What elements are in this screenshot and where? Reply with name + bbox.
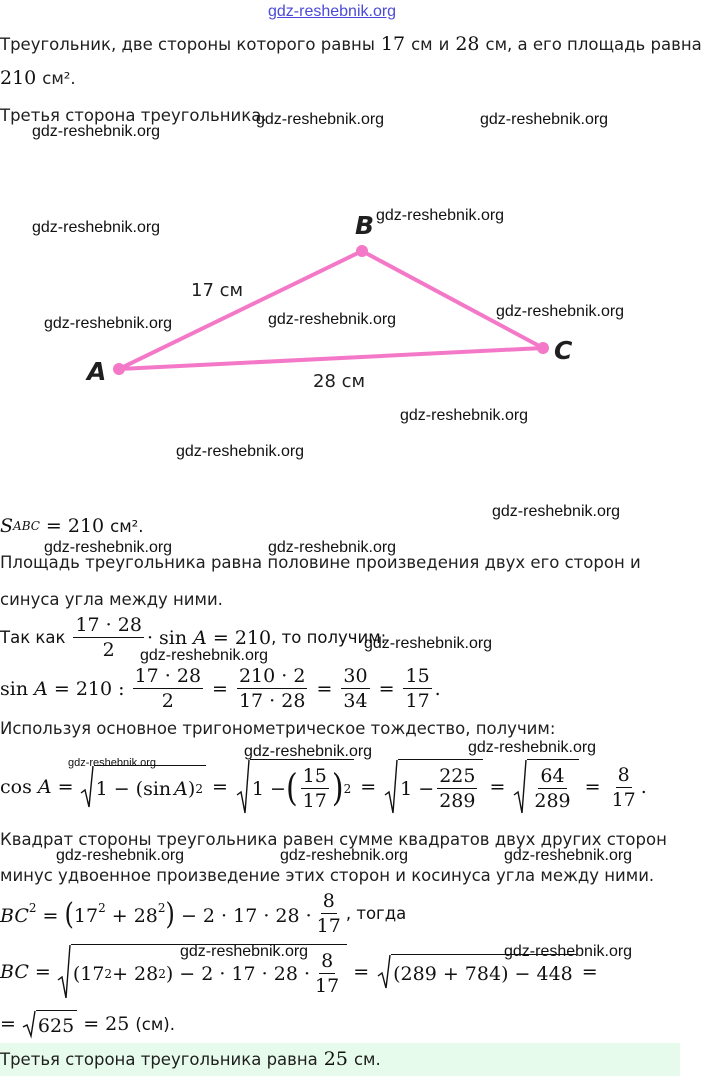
watermark: gdz-reshebnik.org bbox=[44, 539, 173, 556]
watermark: gdz-reshebnik.org bbox=[32, 123, 161, 140]
watermark: gdz-reshebnik.org bbox=[400, 407, 529, 424]
side-ab-label: 17 см bbox=[191, 280, 244, 301]
then-get-text: , то получим: bbox=[271, 628, 387, 647]
frac-b: $\frac{210 \cdot 2}{17 \cdot 28}$ bbox=[238, 665, 306, 712]
bc-squared-equation: $BC^2 = (17^2 + 28^2) - 2 \cdot 17 \cdot 28$ · $\frac{8}{17}$ , тогда bbox=[0, 890, 407, 937]
problem-line-2 bbox=[0, 67, 76, 89]
sin-equation: sin A = 210 : $\frac{17 \cdot 28}{2}$ = $\frac{210 \cdot 2}{17 \cdot 28}$ = $\frac{30}{34}$ = $\frac{15}{17}$ . bbox=[0, 665, 441, 712]
side-ac bbox=[119, 348, 543, 369]
area-subscript: ABC bbox=[13, 519, 40, 533]
side1-value: 17 bbox=[380, 33, 406, 55]
then-text: , тогда bbox=[345, 904, 407, 923]
watermark: gdz-reshebnik.org bbox=[504, 847, 633, 864]
vertex-c-label: C bbox=[554, 336, 573, 365]
rule1-line1: Площадь треугольника равна половине произведения двух его сторон и bbox=[0, 553, 641, 572]
point-a bbox=[113, 363, 125, 375]
since-equation: Так как $\frac{17 \cdot 28}{2}$ · sin A = 210 , то получим: bbox=[0, 614, 387, 661]
watermark: gdz-reshebnik.org bbox=[32, 219, 161, 236]
problem-line-1 bbox=[0, 33, 702, 55]
watermark: gdz-reshebnik.org bbox=[504, 943, 633, 960]
frac-d: $\frac{15}{17}$ bbox=[405, 665, 430, 712]
watermark: gdz-reshebnik.org bbox=[44, 315, 173, 332]
rule2-line1: Квадрат стороны треугольника равен сумме квадратов двух других сторон bbox=[0, 830, 667, 849]
watermark: gdz-reshebnik.org bbox=[244, 743, 373, 760]
since-word: Так как bbox=[0, 628, 66, 647]
watermark: gdz-reshebnik.org bbox=[480, 111, 609, 128]
sqrt-625: 625 bbox=[22, 1010, 77, 1038]
side-bc bbox=[362, 251, 543, 348]
question-text: Третья сторона треугольника. bbox=[0, 106, 267, 125]
watermark: gdz-reshebnik.org bbox=[68, 757, 157, 769]
problem-text: Треугольник, две стороны которого равны bbox=[0, 35, 375, 54]
side2-value: 28 bbox=[455, 33, 480, 55]
sqrt-bc-2: (289 + 784) − 448 bbox=[377, 954, 576, 990]
area-equals: = 210 bbox=[45, 515, 105, 537]
cos-equation: cos A = 1 − (sin A ) 2 = 1 − ( $\frac{15}{17}$ ) 2 = 1 − $\frac{225}{289}$ = $\frac{64}{289}$ = $\frac{8}{17}$ . bbox=[0, 759, 647, 815]
answer-unit: см. bbox=[353, 1050, 381, 1069]
frac-cos-result: $\frac{8}{17}$ bbox=[611, 763, 636, 811]
answer-prefix: Третья сторона треугольника равна bbox=[0, 1050, 318, 1069]
frac-c: $\frac{30}{34}$ bbox=[343, 665, 368, 712]
point-b bbox=[356, 245, 368, 257]
area-symbol: S bbox=[0, 515, 14, 537]
unit-cm: см bbox=[411, 35, 433, 54]
side-ac-label: 28 см bbox=[313, 371, 366, 392]
watermark: gdz-reshebnik.org bbox=[268, 539, 397, 556]
sqrt-bc-1: (17 2 + 28 2 ) − 2 · 17 · 28 · $\frac{8}{17}$ bbox=[57, 944, 347, 1000]
vertex-b-label: B bbox=[355, 211, 375, 240]
watermark: gdz-reshebnik.org bbox=[468, 739, 597, 756]
watermark: gdz-reshebnik.org bbox=[376, 207, 505, 224]
watermark: gdz-reshebnik.org bbox=[268, 311, 397, 328]
watermark: gdz-reshebnik.org bbox=[140, 647, 269, 664]
sqrt-4: $\frac{64}{289}$ bbox=[513, 759, 578, 815]
watermark: gdz-reshebnik.org bbox=[176, 443, 305, 460]
area-unit: см². bbox=[42, 69, 76, 88]
side-ab bbox=[119, 251, 362, 369]
rule2-line2: минус удвоенное произведение этих сторон и косинуса угла между ними. bbox=[0, 866, 655, 885]
point-c bbox=[537, 342, 549, 354]
identity-text: Используя основное тригонометрическое тождество, получим: bbox=[0, 719, 556, 738]
watermark-top: gdz-reshebnik.org bbox=[268, 3, 397, 20]
watermark: gdz-reshebnik.org bbox=[56, 847, 185, 864]
bc-equation: BC = (17 2 + 28 2 ) − 2 · 17 · 28 · $\frac{8}{17}$ = (289 + 784) − 448 = bbox=[0, 944, 598, 1000]
area-value: 210 bbox=[0, 67, 37, 89]
and-word: и bbox=[438, 35, 450, 54]
sqrt-2: 1 − ( $\frac{15}{17}$ ) 2 bbox=[236, 759, 354, 815]
watermark: gdz-reshebnik.org bbox=[256, 111, 385, 128]
area-statement-unit: см². bbox=[110, 516, 144, 536]
watermark: gdz-reshebnik.org bbox=[180, 943, 309, 960]
problem-tail: см, а его площадь равна bbox=[485, 35, 702, 54]
sqrt-3: 1 − $\frac{225}{289}$ bbox=[384, 759, 483, 815]
watermark: gdz-reshebnik.org bbox=[496, 303, 625, 320]
watermark: gdz-reshebnik.org bbox=[492, 503, 621, 520]
sqrt-1: 1 − (sin A ) 2 bbox=[80, 765, 206, 809]
answer-line bbox=[0, 1048, 381, 1070]
watermark: gdz-reshebnik.org bbox=[280, 847, 409, 864]
cm-paren: (см). bbox=[135, 1014, 175, 1034]
frac-cos-value: $\frac{8}{17}$ bbox=[316, 890, 341, 937]
answer-value: 25 bbox=[323, 1048, 348, 1070]
bc-result: = 625 = 25 (см). bbox=[0, 1010, 175, 1038]
fraction-half-product: $\frac{17 \cdot 28}{2}$ bbox=[75, 614, 142, 661]
rule1-line2: синуса угла между ними. bbox=[0, 590, 223, 609]
vertex-a-label: A bbox=[87, 357, 107, 386]
watermark: gdz-reshebnik.org bbox=[364, 635, 493, 652]
frac-a: $\frac{17 \cdot 28}{2}$ bbox=[134, 665, 202, 712]
area-statement bbox=[0, 515, 144, 537]
